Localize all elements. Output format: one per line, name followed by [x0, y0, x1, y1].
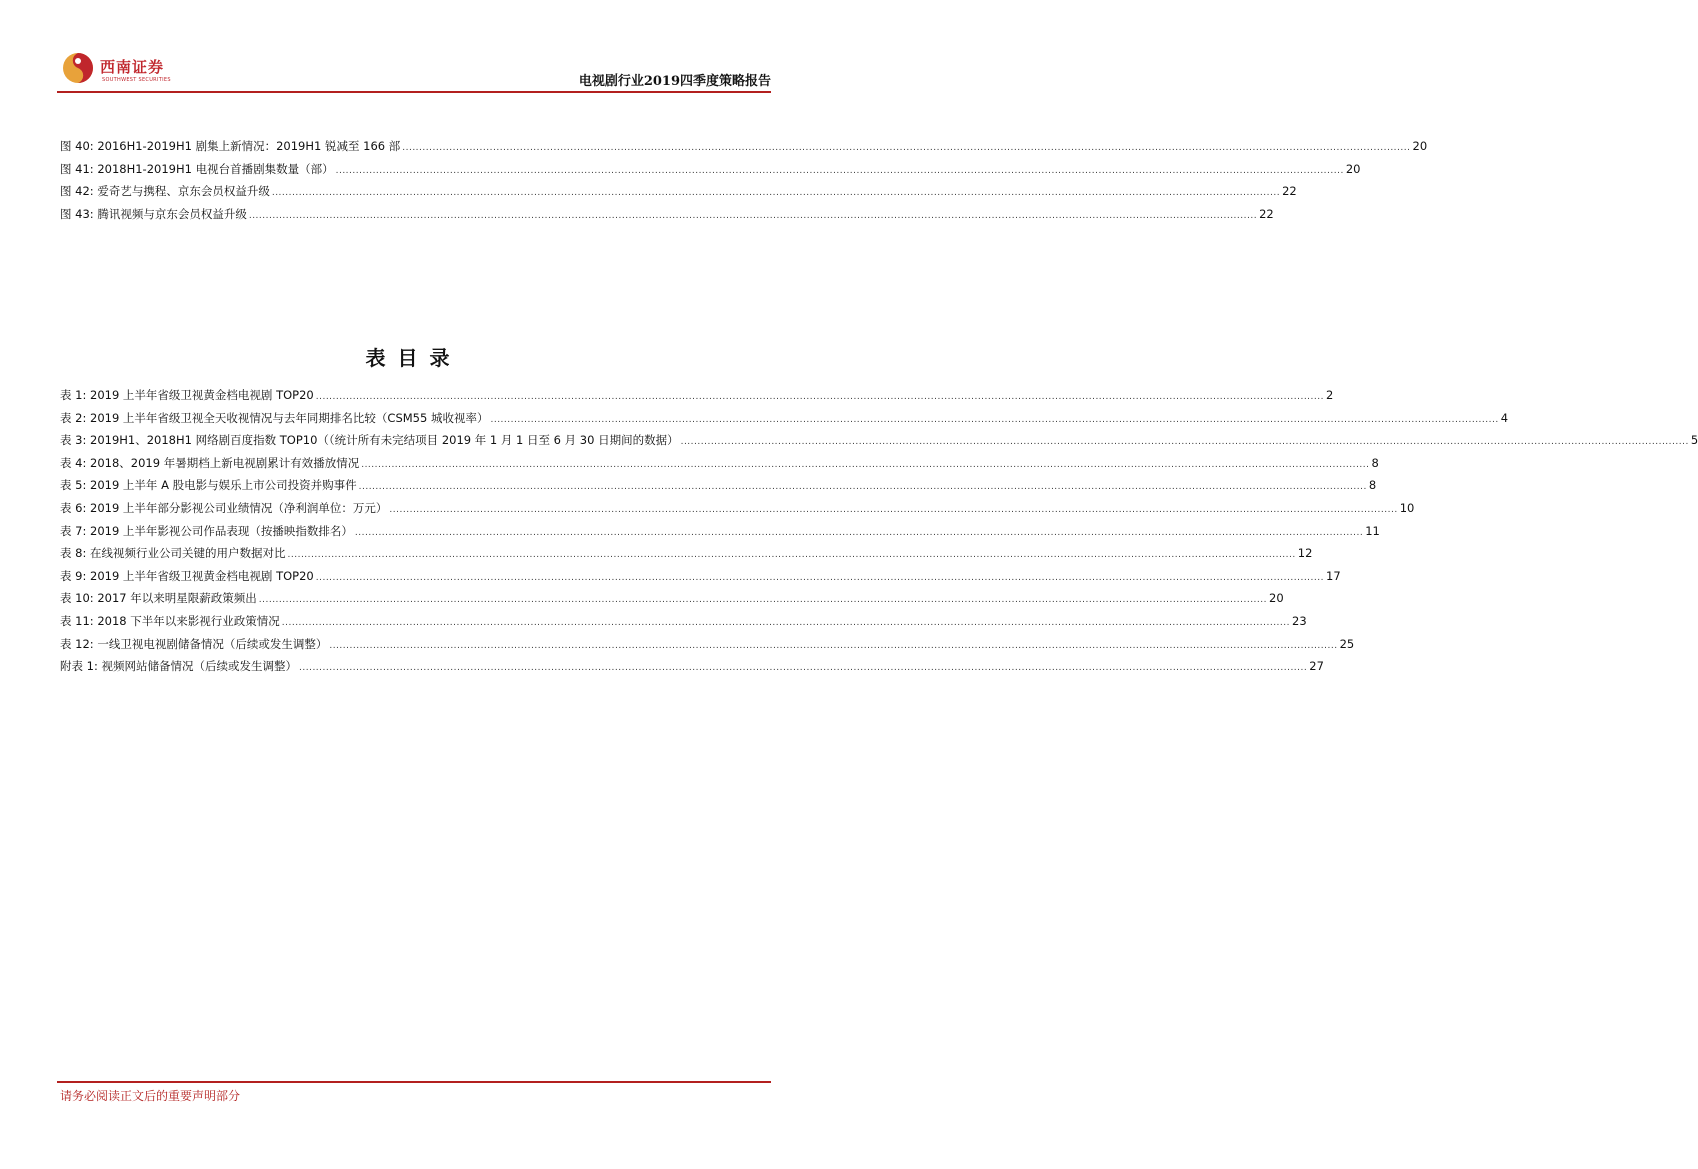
toc-entry[interactable]	[60, 658, 1324, 681]
toc-entry-label: 图 41: 2018H1-2019H1 电视台首播剧集数量（部）	[60, 161, 334, 176]
toc-entry-label: 图 40: 2016H1-2019H1 剧集上新情况：2019H1 锐减至 166 部	[60, 139, 401, 153]
toc-leader-dots: ............................................................................................................................................................................................................................................................................................................	[680, 437, 1689, 448]
toc-entry-label: 表 11: 2018 下半年以来影视行业政策情况	[60, 613, 280, 628]
toc-entry-label: 表 9: 2019 上半年省级卫视黄金档电视剧 TOP20	[60, 568, 314, 583]
toc-entry[interactable]	[60, 613, 1307, 636]
toc-entry-label: 表 12: 一线卫视电视剧储备情况（后续或发生调整）	[60, 636, 328, 651]
toc-entry[interactable]	[60, 410, 1509, 433]
toc-entry-label: 表 6: 2019 上半年部分影视公司业绩情况（净利润单位：万元）	[60, 500, 388, 515]
toc-entry[interactable]	[60, 183, 1297, 206]
logo-english-text: SOUTHWEST SECURITIES	[102, 77, 171, 83]
toc-entry-page: 10	[1399, 500, 1415, 515]
toc-entry-page: 2	[1326, 388, 1334, 402]
toc-entry-page: 4	[1500, 410, 1509, 425]
toc-entry-page: 11	[1365, 523, 1380, 538]
toc-entry-page: 8	[1368, 478, 1377, 493]
toc-entry-page: 12	[1297, 546, 1313, 561]
toc-entry-label: 表 7: 2019 上半年影视公司作品表现（按播映指数排名）	[60, 523, 353, 538]
footer-divider	[57, 1081, 771, 1083]
toc-entry[interactable]	[60, 161, 1361, 184]
toc-entry-label: 表 10: 2017 年以来明星限薪政策频出	[60, 591, 257, 606]
toc-entry-label: 附表 1: 视频网站储备情况（后续或发生调整）	[60, 659, 297, 674]
toc-leader-dots: ............................................................................................................................................................................................................................................................................................................	[287, 550, 1296, 561]
toc-entry-label: 图 43: 腾讯视频与京东会员权益升级	[60, 206, 247, 221]
page-header	[57, 44, 771, 92]
tables-section-title: 表目录	[365, 346, 462, 370]
figures-list	[60, 138, 1428, 228]
toc-entry-page: 17	[1326, 568, 1341, 583]
report-title: 电视剧行业2019四季度策略报告	[578, 74, 771, 89]
logo-chinese-text: 西南证券	[100, 58, 165, 76]
toc-entry[interactable]	[60, 432, 1698, 455]
toc-entry[interactable]	[60, 523, 1380, 546]
toc-entry-page: 25	[1339, 636, 1355, 651]
toc-entry-label: 表 2: 2019 上半年省级卫视全天收视情况与去年同期排名比较（CSM55 城收视率）	[60, 410, 489, 425]
toc-entry-label: 图 42: 爱奇艺与携程、京东会员权益升级	[60, 184, 270, 199]
toc-entry-page: 8	[1371, 455, 1379, 470]
toc-entry[interactable]	[60, 138, 1428, 161]
toc-leader-dots: ............................................................................................................................................................................................................................................................................................................	[358, 482, 1367, 493]
toc-entry-page: 20	[1269, 591, 1284, 606]
toc-leader-dots: ............................................................................................................................................................................................................................................................................................................	[299, 663, 1308, 674]
toc-leader-dots: ............................................................................................................................................................................................................................................................................................................	[329, 640, 1338, 651]
toc-entry-page: 20	[1345, 161, 1361, 176]
toc-leader-dots: ............................................................................................................................................................................................................................................................................................................	[271, 188, 1281, 199]
toc-entry[interactable]	[60, 568, 1341, 591]
toc-entry[interactable]	[60, 455, 1379, 478]
toc-entry-label: 表 1: 2019 上半年省级卫视黄金档电视剧 TOP20	[60, 388, 314, 402]
toc-entry-label: 表 8: 在线视频行业公司关键的用户数据对比	[60, 546, 286, 561]
toc-leader-dots: ............................................................................................................................................................................................................................................................................................................	[490, 414, 1499, 425]
toc-entry[interactable]	[60, 477, 1377, 500]
toc-leader-dots: ............................................................................................................................................................................................................................................................................................................	[258, 595, 1268, 606]
toc-leader-dots: ............................................................................................................................................................................................................................................................................................................	[354, 527, 1364, 538]
toc-leader-dots: ............................................................................................................................................................................................................................................................................................................	[402, 143, 1411, 153]
toc-leader-dots: ............................................................................................................................................................................................................................................................................................................	[389, 504, 1398, 515]
toc-entry[interactable]	[60, 387, 1334, 410]
toc-entry-page: 23	[1292, 613, 1307, 628]
toc-leader-dots: ............................................................................................................................................................................................................................................................................................................	[315, 392, 1324, 402]
toc-entry-label: 表 5: 2019 上半年 A 股电影与娱乐上市公司投资并购事件	[60, 478, 357, 493]
toc-leader-dots: ............................................................................................................................................................................................................................................................................................................	[315, 572, 1324, 583]
toc-entry-page: 27	[1309, 659, 1324, 674]
toc-leader-dots: ............................................................................................................................................................................................................................................................................................................	[281, 617, 1291, 628]
toc-leader-dots: ............................................................................................................................................................................................................................................................................................................	[335, 165, 1344, 176]
logo-emblem-icon	[62, 52, 94, 84]
header-divider	[57, 91, 771, 93]
toc-entry[interactable]	[60, 500, 1415, 523]
toc-leader-dots: ............................................................................................................................................................................................................................................................................................................	[248, 210, 1258, 221]
tables-list	[60, 387, 1698, 681]
toc-entry-page: 5	[1690, 433, 1698, 448]
toc-entry[interactable]	[60, 545, 1313, 568]
toc-entry-label: 表 3: 2019H1、2018H1 网络剧百度指数 TOP10（（统计所有未完结项目 2019 年 1 月 1 日至 6 月 30 日期间的数据）	[60, 433, 679, 448]
toc-entry[interactable]	[60, 206, 1274, 229]
toc-entry-page: 22	[1259, 206, 1274, 221]
company-logo	[62, 50, 202, 86]
toc-entry-page: 22	[1282, 184, 1297, 199]
toc-entry-label: 表 4: 2018、2019 年暑期档上新电视剧累计有效播放情况	[60, 455, 360, 470]
toc-entry[interactable]	[60, 636, 1355, 659]
toc-entry-page: 20	[1412, 139, 1428, 153]
footer-disclaimer: 请务必阅读正文后的重要声明部分	[60, 1089, 241, 1103]
toc-leader-dots: ............................................................................................................................................................................................................................................................................................................	[361, 459, 1370, 470]
toc-entry[interactable]	[60, 590, 1284, 613]
